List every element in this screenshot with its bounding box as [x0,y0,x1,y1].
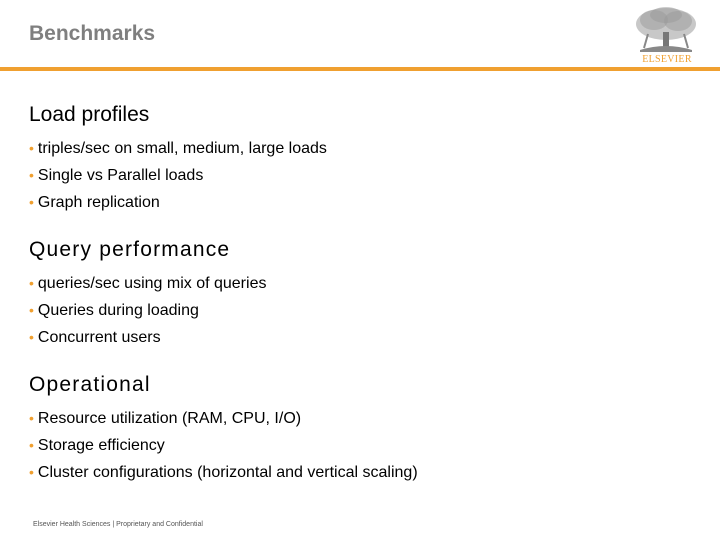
bullet-text: Queries during loading [37,302,199,319]
header-rule [0,67,720,71]
bullet-list [29,270,266,351]
bullet-dot-icon: • [29,437,34,453]
bullet-text: Graph replication [37,194,160,211]
bullet-text: Resource utilization (RAM, CPU, I/O) [37,410,302,427]
section-query-performance [29,237,266,351]
bullet-item [29,135,327,162]
section-heading: Load profiles [29,103,150,126]
bullet-text: Cluster configurations (horizontal and vertical scaling) [37,464,418,481]
bullet-dot-icon: • [29,302,34,318]
bullet-dot-icon: • [29,140,34,156]
bullet-text: triples/sec on small, medium, large loads [37,140,327,157]
bullet-item [29,432,418,459]
section-heading: Query performance [29,238,231,261]
section-load-profiles [29,102,327,216]
bullet-dot-icon: • [29,410,34,426]
bullet-text: Concurrent users [37,329,161,346]
bullet-item [29,162,327,189]
bullet-text: Single vs Parallel loads [37,167,204,184]
footer-text: Elsevier Health Sciences | Proprietary and Confidential [33,521,203,528]
logo-wordmark: ELSEVIER [642,54,692,65]
bullet-item [29,405,418,432]
bullet-item [29,459,418,486]
bullet-text: Storage efficiency [37,437,165,454]
bullet-item [29,270,266,297]
bullet-dot-icon: • [29,464,34,480]
bullet-text: queries/sec using mix of queries [37,275,267,292]
bullet-item [29,297,266,324]
bullet-item [29,189,327,216]
bullet-dot-icon: • [29,275,34,291]
bullet-list [29,135,327,216]
bullet-item [29,324,266,351]
section-operational [29,372,418,486]
bullet-dot-icon: • [29,329,34,345]
section-heading: Operational [29,373,151,396]
bullet-dot-icon: • [29,167,34,183]
bullet-list [29,405,418,486]
bullet-dot-icon: • [29,194,34,210]
slide-title: Benchmarks [29,22,156,45]
